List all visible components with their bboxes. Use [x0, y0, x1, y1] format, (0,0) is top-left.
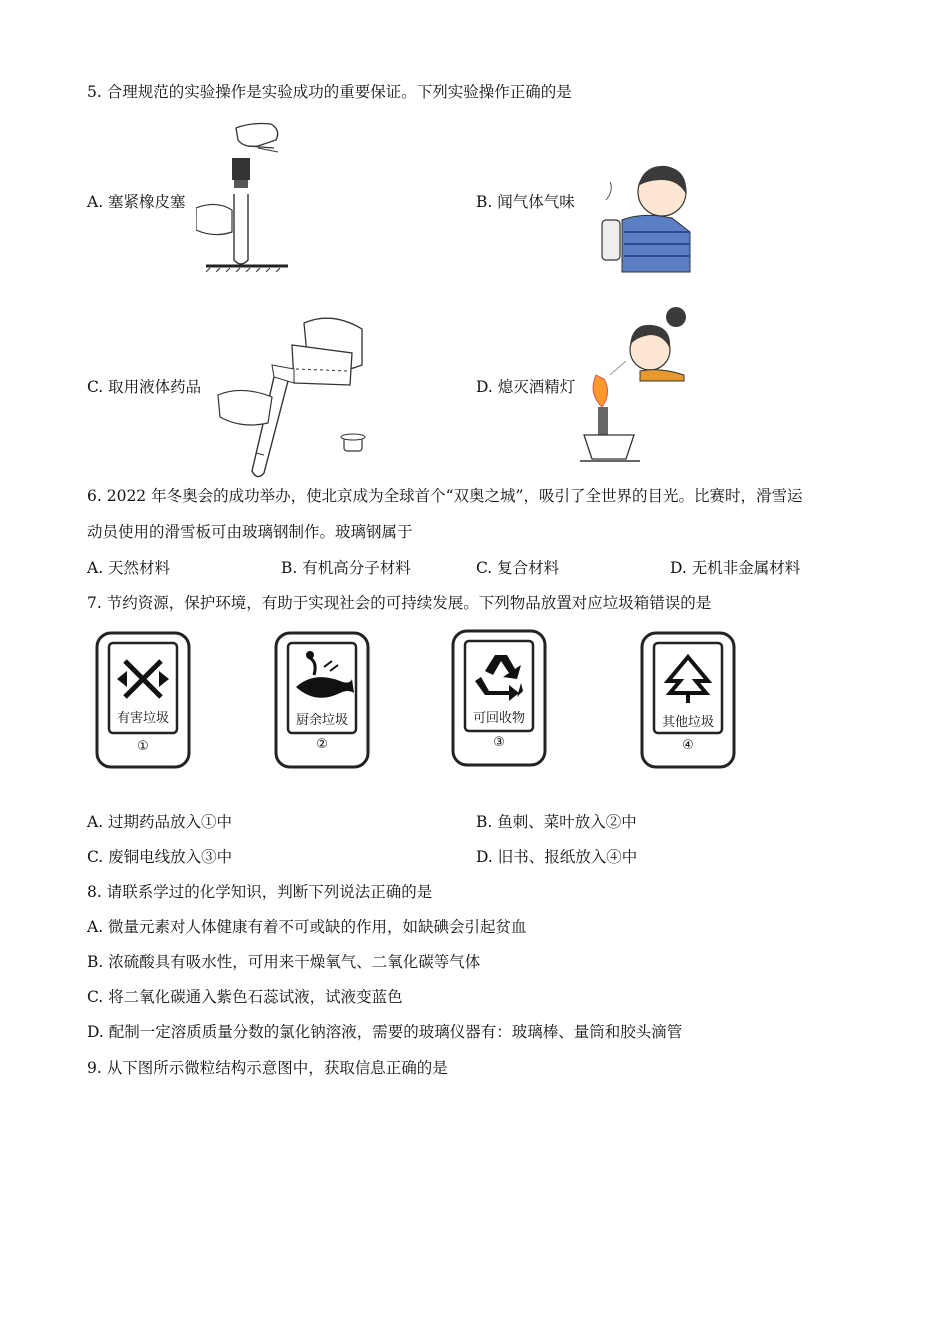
bin-recyclable — [451, 629, 547, 767]
bin-hazardous — [95, 631, 191, 769]
q8-option-c: C. 将二氧化碳通入紫色石蕊试液，试液变蓝色 — [87, 988, 403, 1006]
stopper-test-tube-illustration — [196, 120, 296, 272]
q6-option-d: D. 无机非金属材料 — [670, 559, 801, 577]
q8-option-b: B. 浓硫酸具有吸水性，可用来干燥氧气、二氧化碳等气体 — [87, 953, 481, 971]
q5-option-c: C. 取用液体药品 — [87, 378, 202, 396]
q7-option-a: A. 过期药品放入①中 — [87, 813, 233, 831]
q9-stem: 9. 从下图所示微粒结构示意图中，获取信息正确的是 — [87, 1059, 448, 1077]
bin-label: 有害垃圾 — [116, 711, 169, 726]
q8-stem: 8. 请联系学过的化学知识，判断下列说法正确的是 — [87, 883, 433, 901]
bin-number: ③ — [493, 735, 505, 750]
q5-stem: 5. 合理规范的实验操作是实验成功的重要保证。下列实验操作正确的是 — [87, 83, 572, 101]
q7-option-d: D. 旧书、报纸放入④中 — [476, 848, 638, 866]
q8-option-d: D. 配制一定溶质质量分数的氯化钠溶液，需要的玻璃仪器有：玻璃棒、量筒和胶头滴管 — [87, 1023, 683, 1041]
q7-option-b: B. 鱼刺、菜叶放入②中 — [476, 813, 637, 831]
q6-option-c: C. 复合材料 — [476, 559, 560, 577]
q7-stem: 7. 节约资源，保护环境，有助于实现社会的可持续发展。下列物品放置对应垃圾箱错误的是 — [87, 594, 712, 612]
q6-option-b: B. 有机高分子材料 — [281, 559, 411, 577]
q8-option-a: A. 微量元素对人体健康有着不可或缺的作用，如缺碘会引起贫血 — [87, 918, 527, 936]
bin-number: ① — [137, 739, 149, 754]
bin-label: 其他垃圾 — [661, 715, 714, 730]
extinguish-lamp-illustration — [580, 295, 700, 465]
q6-option-a: A. 天然材料 — [87, 559, 171, 577]
bin-kitchen-waste — [274, 631, 370, 769]
bin-number: ② — [316, 737, 328, 752]
q5-option-a: A. 塞紧橡皮塞 — [87, 193, 186, 211]
bin-other-waste — [640, 631, 736, 769]
q6-stem-line1: 6. 2022 年冬奥会的成功举办，使北京成为全球首个“双奥之城”，吸引了全世界的目光。比赛时，滑雪运 — [87, 487, 803, 505]
q5-option-d: D. 熄灭酒精灯 — [476, 378, 576, 396]
bin-label: 厨余垃圾 — [295, 713, 348, 728]
bin-number: ④ — [682, 738, 694, 753]
q7-option-c: C. 废铜电线放入③中 — [87, 848, 233, 866]
smell-gas-illustration — [592, 160, 694, 274]
pour-liquid-illustration — [212, 305, 372, 485]
bin-label: 可回收物 — [472, 711, 525, 726]
q5-option-b: B. 闻气体气味 — [476, 193, 575, 211]
q6-stem-line2: 动员使用的滑雪板可由玻璃钢制作。玻璃钢属于 — [87, 523, 413, 541]
